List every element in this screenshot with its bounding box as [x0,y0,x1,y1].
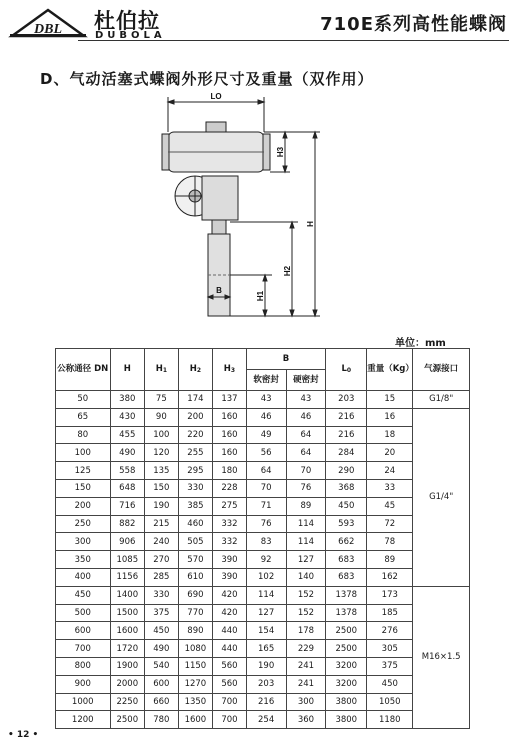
cell-dn: 350 [56,551,111,569]
cell-b-soft: 64 [246,462,286,480]
cell-b-soft: 46 [246,408,286,426]
cell-lo: 3800 [326,711,367,729]
label-h3: H3 [276,146,285,158]
header-h: H [110,349,145,391]
cell-h3: 440 [213,640,247,658]
cell-h: 1720 [110,640,145,658]
cell-h3: 700 [213,711,247,729]
cell-h3: 332 [213,533,247,551]
cell-b-hard: 152 [286,586,326,604]
cell-air-port: G1/8" [413,391,470,409]
cell-dn: 400 [56,568,111,586]
cell-lo: 216 [326,408,367,426]
cell-h2: 690 [178,586,213,604]
cell-weight: 1180 [367,711,413,729]
cell-b-soft: 83 [246,533,286,551]
cell-lo: 3800 [326,693,367,711]
cell-b-hard: 70 [286,462,326,480]
cell-weight: 305 [367,640,413,658]
table-row [56,479,470,497]
cell-weight: 185 [367,604,413,622]
cell-h: 882 [110,515,145,533]
table-row [56,426,470,444]
cell-h2: 1350 [178,693,213,711]
cell-air-port: M16×1.5 [413,586,470,728]
cell-h: 1500 [110,604,145,622]
cell-h3: 228 [213,479,247,497]
table-row [56,497,470,515]
cell-lo: 450 [326,497,367,515]
cell-h3: 700 [213,693,247,711]
cell-h: 716 [110,497,145,515]
cell-lo: 1378 [326,604,367,622]
cell-b-soft: 190 [246,657,286,675]
cell-lo: 3200 [326,657,367,675]
cell-b-soft: 203 [246,675,286,693]
page-header [0,0,517,44]
cell-h2: 770 [178,604,213,622]
cell-weight: 15 [367,391,413,409]
label-lo: LO [210,92,222,101]
cell-h3: 137 [213,391,247,409]
header-h2: H2 [178,349,213,391]
cell-h: 2250 [110,693,145,711]
label-h1: H1 [256,290,265,302]
cell-weight: 162 [367,568,413,586]
cell-dn: 80 [56,426,111,444]
cell-dn: 800 [56,657,111,675]
cell-h2: 460 [178,515,213,533]
cell-h2: 295 [178,462,213,480]
cell-h: 380 [110,391,145,409]
cell-h1: 490 [145,640,179,658]
cell-dn: 200 [56,497,111,515]
header-b-hard: 硬密封 [286,370,326,391]
logo-mark-icon [8,6,88,40]
cell-h1: 150 [145,479,179,497]
cell-weight: 24 [367,462,413,480]
cell-b-hard: 89 [286,497,326,515]
cell-dn: 1000 [56,693,111,711]
spec-table-body [56,391,470,729]
cell-b-soft: 71 [246,497,286,515]
cell-dn: 150 [56,479,111,497]
cell-b-hard: 127 [286,551,326,569]
cell-dn: 450 [56,586,111,604]
header-b-soft: 软密封 [246,370,286,391]
cell-b-hard: 178 [286,622,326,640]
spec-table [55,348,470,729]
cell-h: 2500 [110,711,145,729]
cell-dn: 250 [56,515,111,533]
cell-b-hard: 114 [286,533,326,551]
cell-h: 455 [110,426,145,444]
cell-weight: 450 [367,675,413,693]
cell-h1: 540 [145,657,179,675]
cell-b-soft: 127 [246,604,286,622]
cell-b-hard: 64 [286,444,326,462]
cell-h2: 1150 [178,657,213,675]
table-row [56,551,470,569]
cell-h: 558 [110,462,145,480]
cell-h1: 120 [145,444,179,462]
table-row [56,675,470,693]
cell-lo: 2500 [326,622,367,640]
cell-b-hard: 64 [286,426,326,444]
valve-drawing [150,92,350,332]
cell-b-soft: 102 [246,568,286,586]
cell-h1: 100 [145,426,179,444]
cell-air-port: G1/4" [413,408,470,586]
header-h3: H3 [213,349,247,391]
cell-h1: 600 [145,675,179,693]
cell-h2: 200 [178,408,213,426]
table-row [56,568,470,586]
table-row [56,622,470,640]
label-b: B [216,286,222,295]
cell-h1: 450 [145,622,179,640]
cell-lo: 3200 [326,675,367,693]
cell-b-soft: 49 [246,426,286,444]
cell-weight: 33 [367,479,413,497]
cell-weight: 18 [367,426,413,444]
cell-dn: 300 [56,533,111,551]
label-h: H [306,221,315,227]
cell-h2: 330 [178,479,213,497]
cell-h: 490 [110,444,145,462]
cell-b-hard: 43 [286,391,326,409]
logo-text: DBL [34,22,62,37]
cell-h1: 240 [145,533,179,551]
table-row [56,515,470,533]
cell-dn: 500 [56,604,111,622]
cell-h1: 75 [145,391,179,409]
cell-h3: 420 [213,586,247,604]
header-h1: H1 [145,349,179,391]
cell-b-hard: 300 [286,693,326,711]
cell-h1: 780 [145,711,179,729]
cell-h3: 390 [213,568,247,586]
table-row [56,533,470,551]
cell-h2: 174 [178,391,213,409]
cell-b-hard: 152 [286,604,326,622]
cell-b-hard: 241 [286,675,326,693]
cell-h3: 160 [213,444,247,462]
cell-h: 1600 [110,622,145,640]
cell-weight: 45 [367,497,413,515]
header-b: B [246,349,326,370]
cell-h3: 560 [213,657,247,675]
cell-h: 430 [110,408,145,426]
cell-lo: 203 [326,391,367,409]
cell-h3: 275 [213,497,247,515]
cell-h2: 220 [178,426,213,444]
cell-h2: 1080 [178,640,213,658]
cell-b-soft: 43 [246,391,286,409]
company-logo [8,4,238,40]
page-number: • 12 • [8,730,39,740]
cell-h1: 660 [145,693,179,711]
cell-dn: 900 [56,675,111,693]
cell-weight: 276 [367,622,413,640]
cell-lo: 683 [326,568,367,586]
cell-b-hard: 46 [286,408,326,426]
cell-dn: 125 [56,462,111,480]
cell-h3: 332 [213,515,247,533]
cell-h3: 160 [213,408,247,426]
header-lo: L0 [326,349,367,391]
cell-h: 1900 [110,657,145,675]
cell-lo: 216 [326,426,367,444]
cell-b-hard: 360 [286,711,326,729]
cell-h2: 1270 [178,675,213,693]
cell-b-hard: 114 [286,515,326,533]
cell-h: 2000 [110,675,145,693]
gearbox [202,176,238,220]
cell-weight: 89 [367,551,413,569]
cell-h1: 285 [145,568,179,586]
cell-h3: 180 [213,462,247,480]
table-row [56,604,470,622]
cell-lo: 2500 [326,640,367,658]
cell-weight: 20 [367,444,413,462]
cell-h2: 890 [178,622,213,640]
cell-h2: 255 [178,444,213,462]
cell-weight: 78 [367,533,413,551]
cell-h: 648 [110,479,145,497]
table-row [56,693,470,711]
cell-dn: 600 [56,622,111,640]
cell-b-soft: 114 [246,586,286,604]
cell-b-hard: 229 [286,640,326,658]
section-title: D、气动活塞式蝶阀外形尺寸及重量（双作用） [40,70,374,88]
header-air-port: 气源接口 [413,349,470,391]
label-h2: H2 [283,265,292,277]
cell-b-soft: 56 [246,444,286,462]
cell-h1: 375 [145,604,179,622]
header-divider [78,40,509,41]
cell-lo: 1378 [326,586,367,604]
cell-lo: 284 [326,444,367,462]
cell-lo: 290 [326,462,367,480]
cell-weight: 72 [367,515,413,533]
cell-b-hard: 241 [286,657,326,675]
cell-lo: 683 [326,551,367,569]
cell-h3: 390 [213,551,247,569]
brand-name-cn: 杜伯拉 [94,9,160,33]
table-row [56,586,470,604]
cell-h1: 215 [145,515,179,533]
cell-h1: 330 [145,586,179,604]
cell-h3: 160 [213,426,247,444]
cell-dn: 100 [56,444,111,462]
cell-weight: 1050 [367,693,413,711]
table-row [56,657,470,675]
cell-weight: 16 [367,408,413,426]
cell-h2: 505 [178,533,213,551]
cell-b-soft: 216 [246,693,286,711]
cell-b-soft: 254 [246,711,286,729]
cell-b-soft: 165 [246,640,286,658]
cell-h1: 90 [145,408,179,426]
cell-lo: 593 [326,515,367,533]
cell-dn: 1200 [56,711,111,729]
cell-h2: 610 [178,568,213,586]
cell-h1: 190 [145,497,179,515]
cell-b-soft: 70 [246,479,286,497]
header-weight: 重量（Kg） [367,349,413,391]
cell-lo: 368 [326,479,367,497]
cell-weight: 375 [367,657,413,675]
cell-b-hard: 140 [286,568,326,586]
series-title: 710E系列高性能蝶阀 [320,14,507,35]
cell-b-hard: 76 [286,479,326,497]
table-row [56,711,470,729]
cell-b-soft: 76 [246,515,286,533]
unit-label: 单位：mm [395,338,446,349]
cell-h2: 1600 [178,711,213,729]
table-row [56,391,470,409]
cell-h2: 570 [178,551,213,569]
cell-b-soft: 92 [246,551,286,569]
cell-h: 1400 [110,586,145,604]
cell-h3: 560 [213,675,247,693]
table-row [56,640,470,658]
cell-h1: 135 [145,462,179,480]
cell-dn: 50 [56,391,111,409]
table-row [56,444,470,462]
cell-h3: 420 [213,604,247,622]
cell-h3: 440 [213,622,247,640]
cell-weight: 173 [367,586,413,604]
cell-h: 1156 [110,568,145,586]
valve-diagram [150,92,350,332]
cell-h2: 385 [178,497,213,515]
table-row [56,462,470,480]
cell-dn: 65 [56,408,111,426]
cell-h: 1085 [110,551,145,569]
header-dn: 公称通径 DN [56,349,111,391]
cell-h: 906 [110,533,145,551]
cell-b-soft: 154 [246,622,286,640]
table-row [56,408,470,426]
brand-name-en: DUBOLA [95,30,166,41]
cell-dn: 700 [56,640,111,658]
cell-lo: 662 [326,533,367,551]
cell-h1: 270 [145,551,179,569]
